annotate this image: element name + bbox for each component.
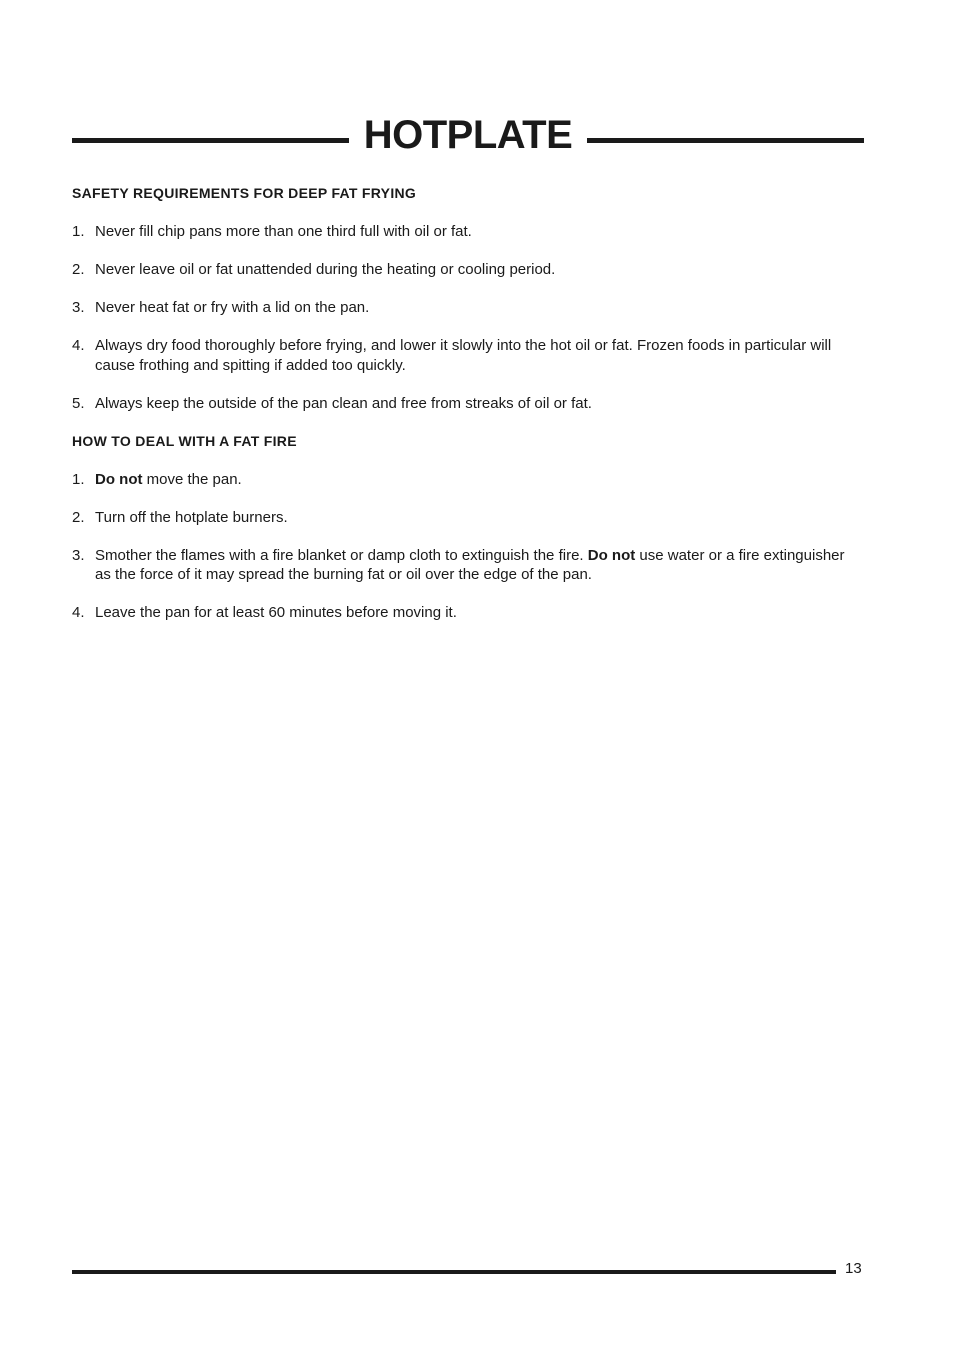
list-item bbox=[72, 470, 864, 490]
list-number: 1. bbox=[72, 470, 85, 488]
list-text: Do not move the pan. bbox=[95, 470, 242, 488]
main-content bbox=[72, 184, 864, 641]
list-item bbox=[72, 298, 864, 318]
section-fat-fire bbox=[72, 432, 864, 623]
page-title: HOTPLATE bbox=[363, 113, 573, 157]
page-number: 13 bbox=[845, 1260, 862, 1277]
list-text: Never heat fat or fry with a lid on the pan. bbox=[95, 299, 370, 316]
section-heading: SAFETY REQUIREMENTS FOR DEEP FAT FRYING bbox=[72, 185, 417, 201]
list-number: 2. bbox=[72, 261, 85, 278]
list-text: Leave the pan for at least 60 minutes before moving it. bbox=[95, 604, 457, 621]
list-number: 1. bbox=[72, 223, 85, 240]
emphasis: Do not bbox=[95, 470, 143, 488]
title-rule-left bbox=[72, 138, 349, 143]
list-item bbox=[72, 508, 864, 528]
list-text: Always keep the outside of the pan clean and free from streaks of oil or fat. bbox=[95, 394, 592, 412]
list-item bbox=[72, 394, 864, 414]
list-number: 5. bbox=[72, 394, 85, 412]
safety-list bbox=[72, 222, 864, 413]
fat-fire-list bbox=[72, 470, 864, 623]
list-number: 4. bbox=[72, 337, 85, 354]
list-number: 3. bbox=[72, 546, 85, 564]
list-item bbox=[72, 260, 864, 280]
list-text: Turn off the hotplate burners. bbox=[95, 508, 288, 526]
list-text: Always dry food thoroughly before frying, and lower it slowly into the hot oil or fat. Frozen foods in particular will cause frothing and spitting if added too quickly. bbox=[95, 337, 832, 374]
list-item bbox=[72, 546, 864, 585]
list-number: 3. bbox=[72, 299, 85, 316]
emphasis: Do not bbox=[587, 546, 636, 564]
list-item bbox=[72, 222, 864, 242]
list-text: Never leave oil or fat unattended during the heating or cooling period. bbox=[95, 261, 556, 278]
list-number: 2. bbox=[72, 508, 85, 526]
title-rule-right bbox=[587, 138, 864, 143]
footer-rule bbox=[72, 1270, 836, 1274]
list-number: 4. bbox=[72, 604, 85, 621]
section-heading: HOW TO DEAL WITH A FAT FIRE bbox=[72, 432, 297, 449]
section-deep-fat-frying bbox=[72, 184, 864, 413]
list-text: Never fill chip pans more than one third full with oil or fat. bbox=[95, 223, 472, 240]
list-text: Smother the flames with a fire blanket or damp cloth to extinguish the fire. Do not use water or a fire extinguisher as the force of it may spread the burning fat or oil over the edge of the pan. bbox=[95, 546, 845, 583]
list-item bbox=[72, 336, 864, 375]
list-item bbox=[72, 603, 864, 623]
page-header bbox=[72, 112, 864, 158]
